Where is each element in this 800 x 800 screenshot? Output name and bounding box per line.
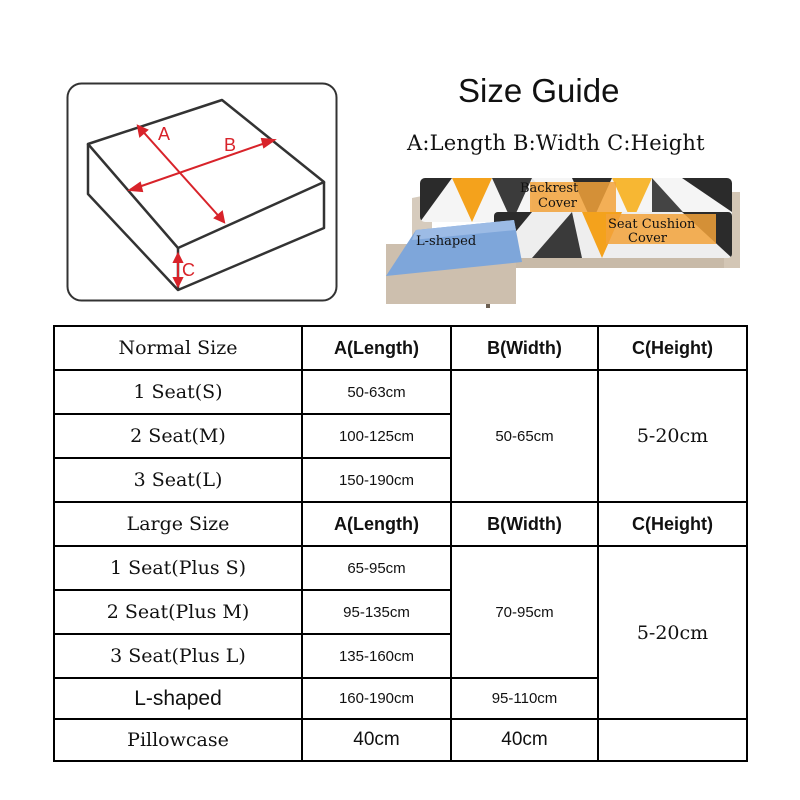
size-label: L-shaped: [54, 678, 302, 719]
table-row: [54, 370, 747, 414]
seat-cushion-label-line1: Seat Cushion: [608, 217, 696, 232]
length-value: 40cm: [302, 719, 451, 761]
size-table: [53, 325, 748, 762]
size-label: Pillowcase: [54, 719, 302, 761]
diagram-label-a: A: [158, 124, 171, 144]
lshaped-label: L-shaped: [416, 234, 477, 249]
width-header: B(Width): [451, 502, 598, 546]
empty-cell: [598, 719, 747, 761]
table-row: [54, 719, 747, 761]
width-header: B(Width): [451, 326, 598, 370]
diagram-label-b: B: [224, 135, 237, 155]
height-header: C(Height): [598, 326, 747, 370]
length-value: 135-160cm: [302, 634, 451, 678]
seat-cushion-label-line2: Cover: [628, 231, 668, 246]
size-label: 3 Seat(L): [54, 458, 302, 502]
backrest-label-line2: Cover: [538, 196, 578, 211]
normal-size-header: Normal Size: [54, 326, 302, 370]
sofa-cover-illustration: [382, 172, 742, 308]
width-value: 70-95cm: [451, 546, 598, 678]
length-header: A(Length): [302, 326, 451, 370]
large-size-header: Large Size: [54, 502, 302, 546]
width-value: 40cm: [451, 719, 598, 761]
table-row: [54, 546, 747, 590]
length-value: 100-125cm: [302, 414, 451, 458]
width-value: 95-110cm: [451, 678, 598, 719]
backrest-label-line1: Backrest: [520, 181, 579, 196]
length-value: 65-95cm: [302, 546, 451, 590]
normal-size-header-row: [54, 326, 747, 370]
size-label: 1 Seat(S): [54, 370, 302, 414]
large-size-header-row: [54, 502, 747, 546]
size-label: 1 Seat(Plus S): [54, 546, 302, 590]
height-header: C(Height): [598, 502, 747, 546]
length-header: A(Length): [302, 502, 451, 546]
width-value: 50-65cm: [451, 370, 598, 502]
diagram-label-c: C: [182, 260, 195, 280]
dimension-legend: A:Length B:Width C:Height: [407, 131, 705, 155]
height-value: 5-20cm: [598, 546, 747, 719]
cushion-dimension-diagram: [66, 82, 338, 302]
size-label: 2 Seat(M): [54, 414, 302, 458]
page-title: Size Guide: [458, 72, 620, 109]
size-label: 2 Seat(Plus M): [54, 590, 302, 634]
length-value: 160-190cm: [302, 678, 451, 719]
size-label: 3 Seat(Plus L): [54, 634, 302, 678]
length-value: 50-63cm: [302, 370, 451, 414]
length-value: 150-190cm: [302, 458, 451, 502]
height-value: 5-20cm: [598, 370, 747, 502]
length-value: 95-135cm: [302, 590, 451, 634]
